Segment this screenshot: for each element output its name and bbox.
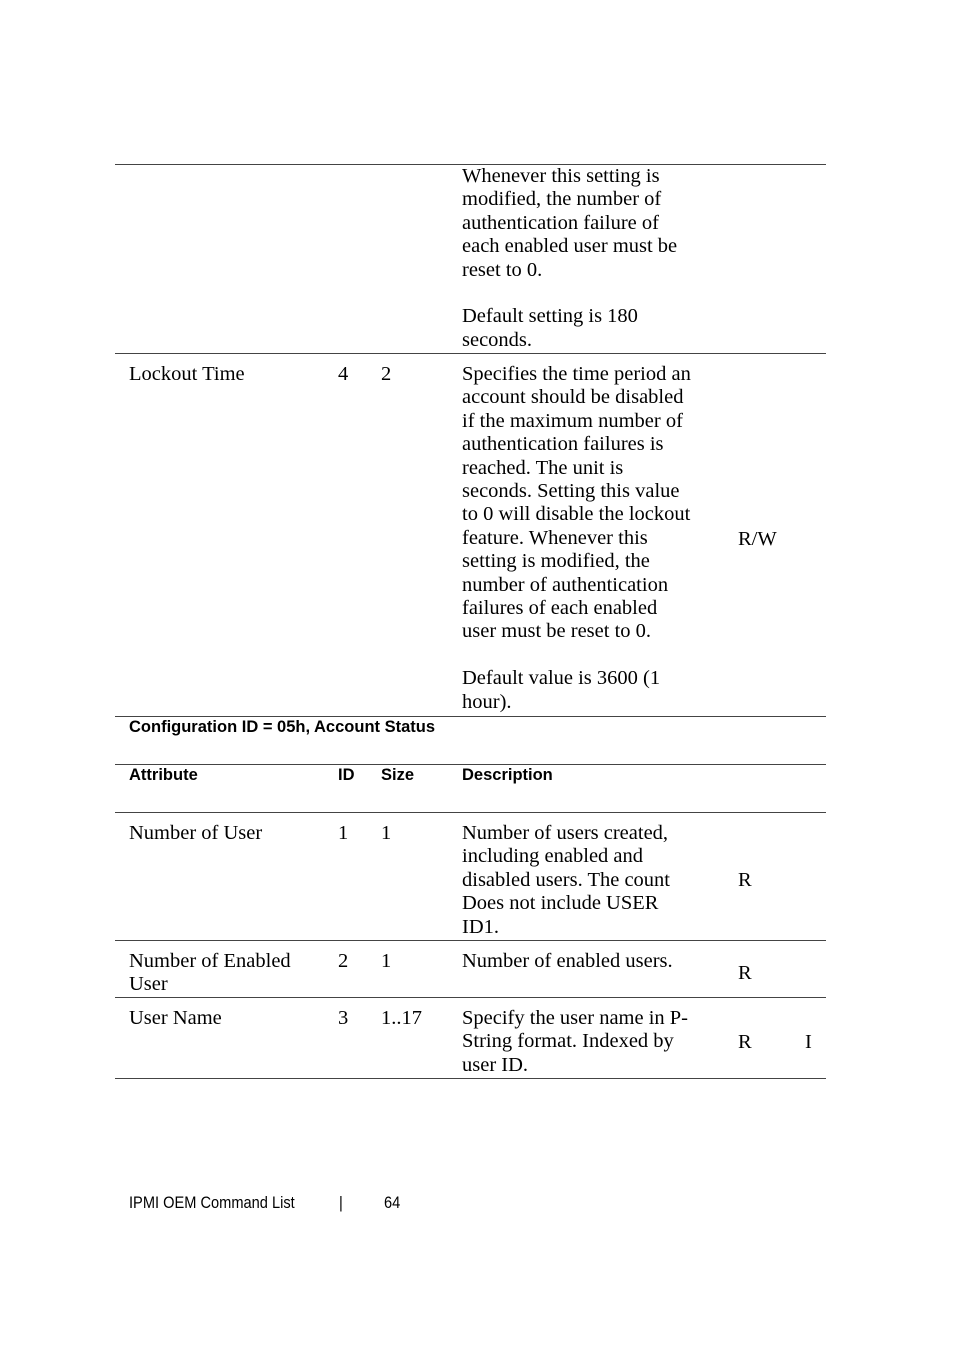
row3-id: 3 <box>338 1007 349 1029</box>
table-rule <box>115 940 826 941</box>
row2-size: 1 <box>381 950 392 972</box>
row3-attribute: User Name <box>129 1007 222 1029</box>
table-rule <box>115 353 826 354</box>
lockout-size: 2 <box>381 363 392 385</box>
row3-size: 1..17 <box>381 1007 422 1029</box>
page-number: 64 <box>384 1193 401 1212</box>
row1-attribute: Number of User <box>129 822 263 844</box>
lockout-attribute: Lockout Time <box>129 363 245 385</box>
row3-flag: I <box>805 1031 812 1053</box>
section-title: Configuration ID = 05h, Account Status <box>129 718 436 736</box>
footer-separator: | <box>339 1193 343 1212</box>
continuation-description: Whenever this setting is modified, the number of authentication failure of each enabled user must be reset to 0. Default setting is 180 seconds. <box>462 165 678 351</box>
row3-description: Specify the user name in P- String format. Indexed by user ID. <box>462 1007 689 1076</box>
row3-access: R <box>738 1031 752 1053</box>
row2-id: 2 <box>338 950 349 972</box>
row1-description: Number of users created, including enabled and disabled users. The count Does not include USER ID1. <box>462 822 670 938</box>
row2-access: R <box>738 962 752 984</box>
table-rule-bottom <box>115 1078 826 1079</box>
row2-description: Number of enabled users. <box>462 950 673 972</box>
row1-id: 1 <box>338 822 349 844</box>
table-rule <box>115 997 826 998</box>
row1-access: R <box>738 869 752 891</box>
table-rule <box>115 812 826 813</box>
lockout-description: Specifies the time period an account should be disabled if the maximum number of authentication failures is reached. The unit is seconds. Setting this value to 0 will disable the lockout feature. Whenever this setting is modified, the number of authentication failures of each enabled user must be reset to 0. Default value is 3600 (1 hour). <box>462 363 691 713</box>
row1-size: 1 <box>381 822 392 844</box>
header-id: ID <box>338 766 355 784</box>
header-description: Description <box>462 766 553 784</box>
header-attribute: Attribute <box>129 766 198 784</box>
lockout-access: R/W <box>738 528 777 550</box>
footer-title: IPMI OEM Command List <box>129 1193 295 1212</box>
lockout-id: 4 <box>338 363 349 385</box>
row2-attribute: Number of Enabled User <box>129 950 291 996</box>
header-size: Size <box>381 766 415 784</box>
